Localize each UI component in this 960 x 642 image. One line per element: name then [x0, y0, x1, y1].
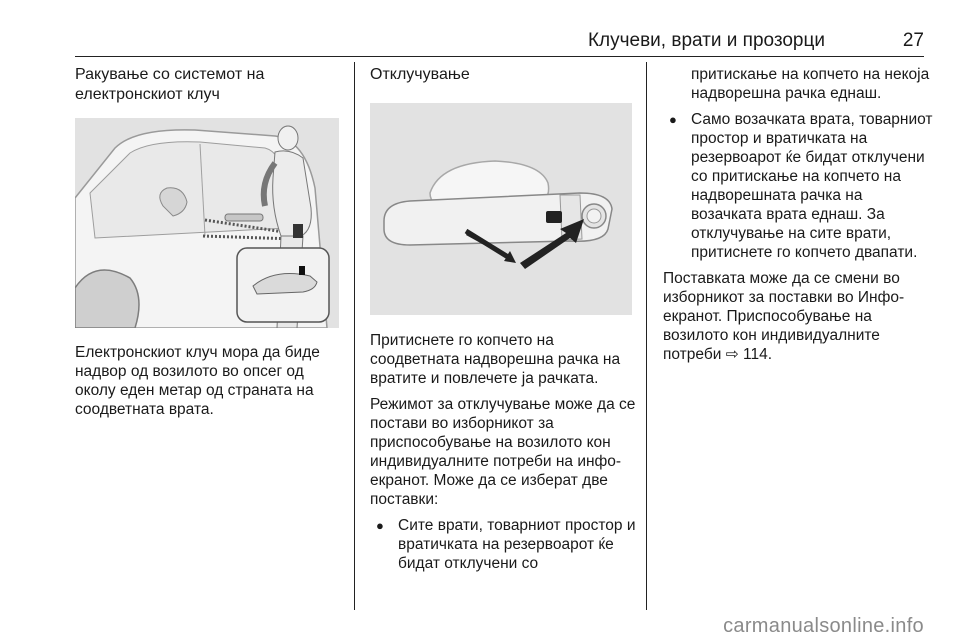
car-illustration-svg	[75, 118, 339, 328]
middle-bullet-list	[370, 516, 636, 573]
column-divider-2	[646, 62, 647, 610]
page-reference-icon: ⇨	[725, 346, 739, 363]
door-handle-svg	[370, 103, 632, 315]
header-rule	[75, 56, 924, 57]
bullet-continuation: притискање на копчето на некоја надворешна рачка еднаш.	[691, 66, 930, 102]
left-column	[75, 65, 343, 426]
middle-paragraph-1: Притиснете го копчето на соодветната надворешна рачка на вратите и повлечете ја рачката.	[370, 332, 621, 387]
watermark: carmanualsonline.info	[723, 615, 924, 637]
left-paragraph: Електронскиот клуч мора да биде надвор од возилото во опсег од околу еден метар од страната на соодветната врата.	[75, 344, 320, 418]
section-heading: Ракување со системот на електронскиот клуч	[75, 66, 265, 103]
right-bullet-list	[663, 110, 935, 262]
column-divider-1	[354, 62, 355, 610]
right-column	[663, 65, 935, 371]
unlocking-heading: Отклучување	[370, 66, 470, 83]
door-handle-illustration	[370, 103, 632, 315]
page-header-title: Клучеви, врати и прозорци	[587, 30, 825, 51]
bullet-all-doors: ● Сите врати, товарниот простор и вратичката на резервоарот ќе бидат отклучени со	[370, 516, 636, 573]
car-door-illustration	[75, 118, 339, 328]
page-reference-link[interactable]: 114.	[743, 346, 773, 363]
middle-column	[370, 65, 636, 580]
middle-paragraph-2: Режимот за отклучување може да се постави во изборникот за приспособување на возилото кон индивидуалните потреби на инфо-екранот. Може да се изберат две поставки:	[370, 396, 636, 508]
right-paragraph: Поставката може да се смени во изборникот за поставки во Инфо-екранот. Приспособување на возилото кон индивидуалните потреби ⇨ 114.	[663, 270, 905, 363]
bullet-driver-door: ● Само возачката врата, товарниот простор и вратичката на резервоарот ќе бидат отклучени со притискање на копчето на надворешната рачка на возачката врата еднаш. За отклучување на сите врати, притиснете го копчето двапати.	[663, 110, 935, 262]
page-number: 27	[902, 30, 924, 51]
